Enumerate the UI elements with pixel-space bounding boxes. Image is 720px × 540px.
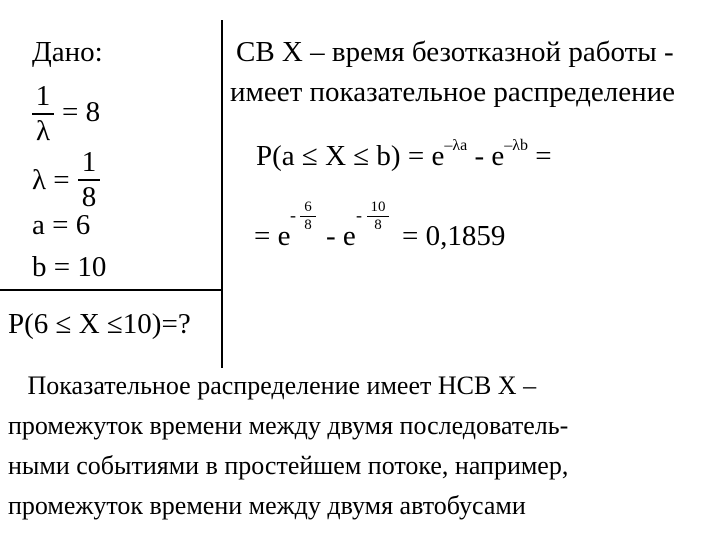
exponent-b: –λb: [504, 137, 528, 155]
formula-mid: - e: [467, 140, 505, 172]
calc-exp2-denominator: 8: [374, 217, 382, 233]
calc-exp1-fraction: [300, 200, 316, 233]
given-b: b = 10: [32, 251, 107, 283]
lambda-denominator: 8: [81, 181, 97, 213]
formula-main: P(a ≤ X ≤ b) = e: [256, 140, 445, 172]
question: P(6 ≤ X ≤10)=?: [8, 308, 191, 340]
inverse-lambda-fraction: [32, 82, 54, 146]
calc-result: = 0,1859: [402, 220, 506, 252]
calc-exp2-minus: -: [356, 205, 362, 225]
lambda-lhs: λ =: [32, 164, 70, 196]
paragraph-line-4: промежуток времени между двумя автобусами: [8, 491, 526, 520]
divider-horizontal: [0, 289, 223, 291]
calc-start: = e: [254, 220, 291, 252]
lambda-numerator: 1: [81, 146, 97, 178]
paragraph-line-3: ными событиями в простейшем потоке, например,: [8, 451, 569, 480]
calc-exp2-fraction: [367, 200, 389, 233]
calc-exp1-minus: -: [290, 205, 296, 225]
calc-exp1-denominator: 8: [304, 217, 312, 233]
given-a: a = 6: [32, 209, 91, 241]
inverse-lambda-denominator: λ: [35, 115, 51, 147]
calc-exp1-numerator: 6: [304, 199, 312, 215]
formula-general: [256, 137, 552, 172]
calc-exp2-numerator: 10: [370, 199, 386, 215]
given-heading: Дано:: [32, 36, 103, 68]
lambda-fraction: [78, 148, 100, 212]
calc-mid: - e: [326, 220, 356, 252]
solution-line-2: имеет показательное распределение: [230, 76, 676, 108]
paragraph-line-2: промежуток времени между двумя последователь-: [8, 411, 569, 440]
exponent-a: –λa: [444, 137, 468, 155]
divider-vertical: [221, 20, 223, 368]
inverse-lambda-numerator: 1: [35, 80, 51, 112]
inverse-lambda-value: = 8: [62, 96, 101, 128]
paragraph-line-1: Показательное распределение имеет НСВ X –: [8, 371, 537, 400]
solution-line-1: СВ X – время безотказной работы -: [236, 36, 674, 68]
formula-end: =: [527, 140, 552, 172]
explanation-paragraph: [8, 366, 713, 526]
